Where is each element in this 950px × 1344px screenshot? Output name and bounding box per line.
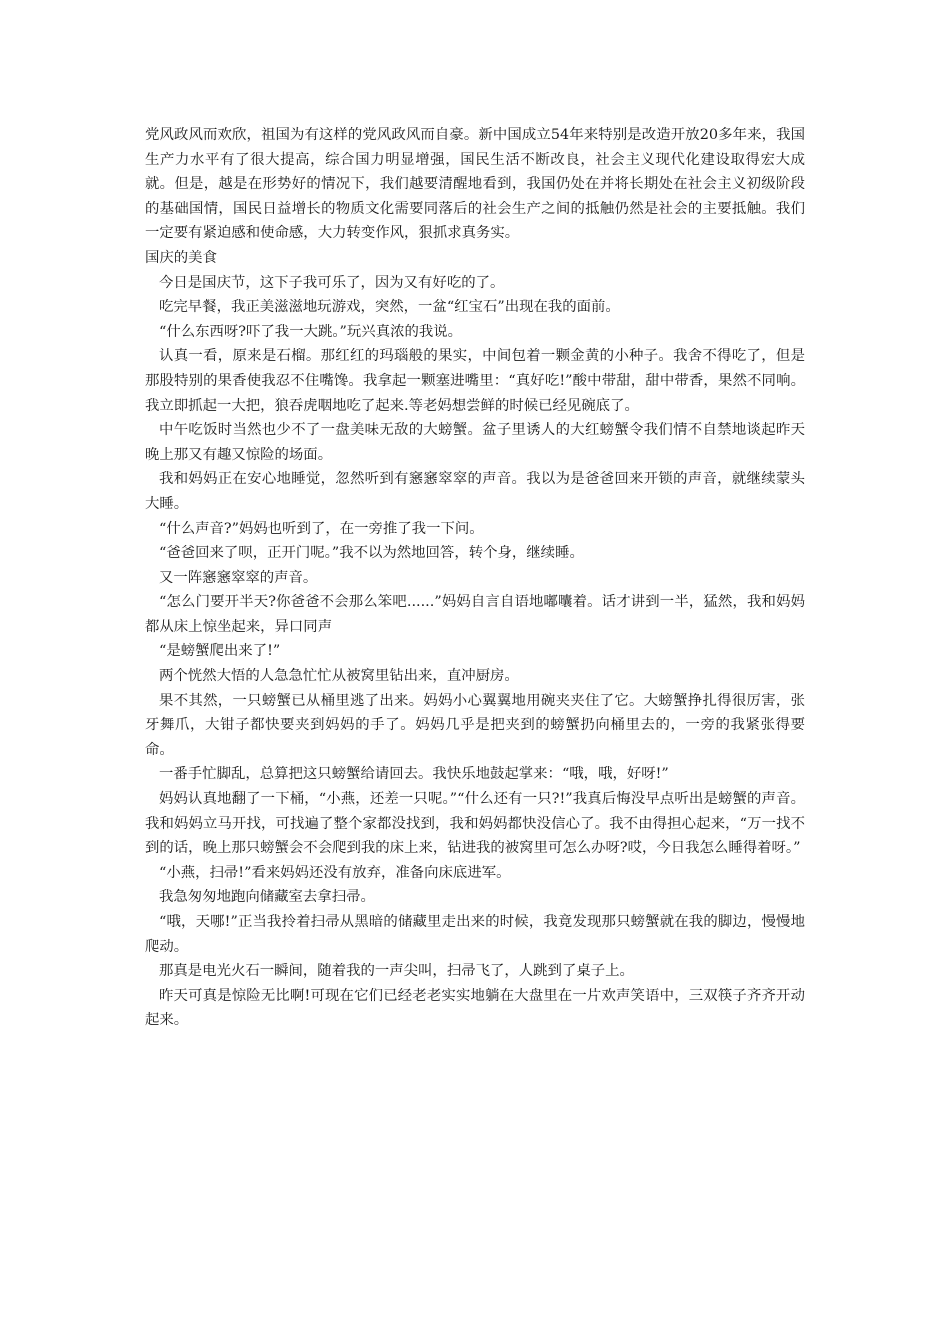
paragraph-8: “爸爸回来了呗，正开门呢。”我不以为然地回答，转个身，继续睡。 bbox=[159, 545, 584, 562]
document-page bbox=[145, 123, 805, 1033]
paragraph-12: 两个恍然大悟的人急急忙忙从被窝里钻出来，直冲厨房。 bbox=[159, 668, 519, 685]
paragraph-20: 昨天可真是惊险无比啊!可现在它们已经老老实实地躺在大盘里在一片欢声笑语中，三双筷子齐齐开动起来。 bbox=[145, 987, 805, 1029]
essay-title: 国庆的美食 bbox=[145, 249, 217, 266]
paragraph-6: 我和妈妈正在安心地睡觉，忽然听到有窸窸窣窣的声音。我以为是爸爸回来开锁的声音，就继续蒙头大睡。 bbox=[145, 471, 805, 512]
paragraph-15: 妈妈认真地翻了一下桶，“小燕，还差一只呢。”“什么还有一只?!”我真后悔没早点听出是螃蟹的声音。我和妈妈立马开找，可找遍了整个家都没找到，我和妈妈都快没信心了。我不由得担心起来，“万一找不到的话，晚上那只螃蟹会不会爬到我的床上来，钻进我的被窝里可怎么办呀?哎，今日我怎么睡得着呀。” bbox=[145, 791, 805, 857]
paragraph-3: “什么东西呀?吓了我一大跳。”玩兴真浓的我说。 bbox=[159, 323, 463, 340]
paragraph-14: 一番手忙脚乱，总算把这只螃蟹给请回去。我快乐地鼓起掌来：“哦，哦，好呀!” bbox=[159, 766, 669, 783]
paragraph-13: 果不其然，一只螃蟹已从桶里逃了出来。妈妈小心翼翼地用碗夹夹住了它。大螃蟹挣扎得很厉害，张牙舞爪，大钳子都快要夹到妈妈的手了。妈妈几乎是把夹到的螃蟹扔向桶里去的，一旁的我紧张得要命。 bbox=[145, 692, 805, 758]
paragraph-4: 认真一看，原来是石榴。那红红的玛瑙般的果实，中间包着一颗金黄的小种子。我舍不得吃了，但是那股特别的果香使我忍不住嘴馋。我拿起一颗塞进嘴里：“真好吃!”酸中带甜，甜中带香，果然不同响。我立即抓起一大把，狼吞虎咽地吃了起来.等老妈想尝鲜的时候已经见碗底了。 bbox=[145, 348, 805, 414]
paragraph-18: “哦，天哪!”正当我拎着扫帚从黑暗的储藏里走出来的时候，我竟发现那只螃蟹就在我的脚边，慢慢地爬动。 bbox=[145, 914, 805, 955]
paragraph-2: 吃完早餐，我正美滋滋地玩游戏，突然，一盆“红宝石”出现在我的面前。 bbox=[159, 299, 620, 316]
intro-paragraph: 党风政风而欢欣，祖国为有这样的党风政风而自豪。新中国成立54年来特别是改造开放20多年来，我国生产力水平有了很大提高，综合国力明显增强，国民生活不断改良，社会主义现代化建设取得宏大成就。但是，越是在形势好的情况下，我们越要清醒地看到，我国仍处在并将长期处在社会主义初级阶段的基础国情，国民日益增长的物质文化需要同落后的社会生产之间的抵触仍然是社会的主要抵触。我们一定要有紧迫感和使命感，大力转变作风，狠抓求真务实。 bbox=[145, 127, 805, 242]
paragraph-7: “什么声音?”妈妈也听到了，在一旁推了我一下问。 bbox=[159, 520, 484, 537]
paragraph-10: “怎么门要开半天?你爸爸不会那么笨吧......”妈妈自言自语地嘟囔着。话才讲到一半，猛然，我和妈妈都从床上惊坐起来，异口同声 bbox=[145, 594, 805, 635]
paragraph-19: 那真是电光火石一瞬间，随着我的一声尖叫，扫帚飞了，人跳到了桌子上。 bbox=[159, 963, 634, 980]
paragraph-11: “是螃蟹爬出来了!” bbox=[159, 643, 281, 660]
paragraph-17: 我急匆匆地跑向储藏室去拿扫帚。 bbox=[159, 889, 375, 906]
paragraph-1: 今日是国庆节，这下子我可乐了，因为又有好吃的了。 bbox=[159, 274, 505, 291]
paragraph-5: 中午吃饭时当然也少不了一盘美味无敌的大螃蟹。盆子里诱人的大红螃蟹令我们情不自禁地谈起昨天晚上那又有趣又惊险的场面。 bbox=[145, 422, 805, 463]
paragraph-16: “小燕，扫帚!”看来妈妈还没有放弃，准备向床底进军。 bbox=[159, 864, 511, 881]
paragraph-9: 又一阵窸窸窣窣的声音。 bbox=[159, 569, 318, 586]
